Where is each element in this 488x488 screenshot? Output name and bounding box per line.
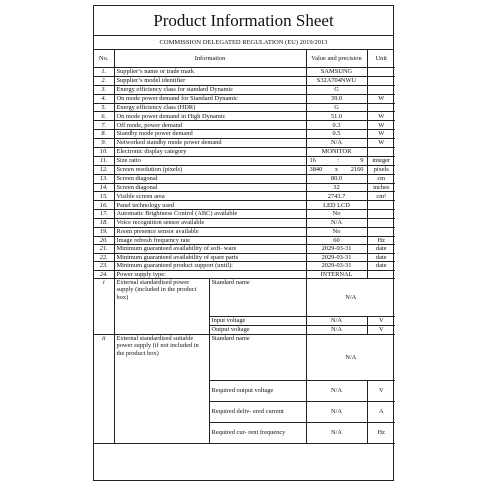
row-unit	[367, 76, 395, 85]
table-row	[94, 253, 395, 261]
ps2-required-delivered-current-unit: A	[367, 401, 395, 422]
ps2-standard-value: N/A	[306, 334, 395, 380]
row-unit: date	[367, 262, 395, 270]
table-row	[94, 192, 395, 201]
row-number: 21.	[94, 245, 114, 253]
row-value: 0.5	[306, 130, 367, 139]
row-value: N/A	[306, 219, 367, 228]
ps2-row	[94, 334, 395, 380]
row-number: 20.	[94, 236, 114, 244]
table-row	[94, 112, 395, 121]
table-row	[94, 228, 395, 237]
ps2-description: External standardised suitable power supply (if not included in the product box)	[114, 334, 209, 443]
table-row	[94, 174, 395, 183]
ps1-input-voltage-value: N/A	[306, 316, 367, 325]
row-information: Automatic Brightness Control (ABC) available	[114, 210, 306, 219]
ps2-required-output-voltage-value: N/A	[306, 380, 367, 401]
row-unit	[367, 210, 395, 219]
row-unit	[367, 85, 395, 94]
table-row	[94, 262, 395, 270]
table-row	[94, 156, 395, 165]
ps2-number: ii	[94, 334, 114, 443]
row-information: Energy efficiency class for standard Dynamic	[114, 85, 306, 94]
row-value	[306, 156, 367, 165]
ps2-required-current-frequency-unit: Hz	[367, 422, 395, 443]
row-information: Supplier’s model identifier	[114, 76, 306, 85]
row-number: 9.	[94, 139, 114, 148]
row-number: 8.	[94, 130, 114, 139]
row-information: Screen resolution (pixels)	[114, 165, 306, 174]
header-no: No.	[94, 50, 114, 68]
row-value: INTERNAL	[306, 270, 367, 278]
ps1-input-voltage-label: Input voltage	[209, 316, 306, 325]
row-unit	[367, 201, 395, 210]
row-value: S32A704NWU	[306, 76, 367, 85]
row-unit	[367, 219, 395, 228]
ps1-standard-value: N/A	[306, 278, 395, 316]
row-value-part: :	[337, 157, 339, 165]
info-table-body	[94, 50, 395, 443]
row-number: 12.	[94, 165, 114, 174]
table-row	[94, 139, 395, 148]
row-value: 2029-03-31	[306, 245, 367, 253]
row-information: Supplier’s name or trade mark	[114, 68, 306, 77]
ps1-number: i	[94, 278, 114, 334]
row-value: 2029-03-31	[306, 253, 367, 261]
row-unit: W	[367, 112, 395, 121]
row-information: Networked standby mode power demand	[114, 139, 306, 148]
ps2-standard-label: Standard name	[209, 334, 306, 380]
header-information: Information	[114, 50, 306, 68]
row-value: No	[306, 228, 367, 237]
row-value: 39.0	[306, 94, 367, 103]
ps1-description: External standardised power supply (included in the product box)	[114, 278, 209, 334]
row-information: Voice recognition sensor available	[114, 219, 306, 228]
row-number: 19.	[94, 228, 114, 237]
row-unit: date	[367, 245, 395, 253]
table-row	[94, 201, 395, 210]
row-value: SAMSUNG	[306, 68, 367, 77]
row-value: 51.0	[306, 112, 367, 121]
row-value: No	[306, 210, 367, 219]
row-unit: integer	[367, 156, 395, 165]
row-information: Minimum guaranteed product support (until):	[114, 262, 306, 270]
row-information: Visible screen area	[114, 192, 306, 201]
ps1-standard-label: Standard name	[209, 278, 306, 316]
table-row	[94, 68, 395, 77]
row-value-part: 16	[309, 157, 316, 165]
row-number: 18.	[94, 219, 114, 228]
row-value-part: 3840	[309, 166, 323, 174]
row-value-parts	[307, 166, 367, 173]
row-value: 2029-03-31	[306, 262, 367, 270]
row-unit: date	[367, 253, 395, 261]
table-row	[94, 103, 395, 112]
row-value-part: 2160	[350, 166, 364, 174]
row-information: Standby mode power demand	[114, 130, 306, 139]
table-row	[94, 236, 395, 244]
row-value: LED LCD	[306, 201, 367, 210]
row-unit: Hz	[367, 236, 395, 244]
header-value: Value and precision	[306, 50, 367, 68]
ps2-required-delivered-current-label: Required deliv- ered current	[209, 401, 306, 422]
row-unit: cm²	[367, 192, 395, 201]
row-unit	[367, 103, 395, 112]
header-unit: Unit	[367, 50, 395, 68]
row-value: MONITOR	[306, 148, 367, 157]
row-information: Screen diagonal	[114, 183, 306, 192]
table-row	[94, 270, 395, 278]
row-number: 10.	[94, 148, 114, 157]
row-number: 17.	[94, 210, 114, 219]
row-information: Panel technology used	[114, 201, 306, 210]
row-number: 5.	[94, 103, 114, 112]
row-number: 15.	[94, 192, 114, 201]
row-unit: W	[367, 94, 395, 103]
ps1-input-voltage-unit: V	[367, 316, 395, 325]
row-number: 2.	[94, 76, 114, 85]
table-row	[94, 183, 395, 192]
ps1-output-voltage-value: N/A	[306, 325, 367, 334]
row-information: Power supply type:	[114, 270, 306, 278]
ps2-required-output-voltage-unit: V	[367, 380, 395, 401]
row-number: 11.	[94, 156, 114, 165]
table-row	[94, 85, 395, 94]
row-value-parts	[307, 157, 367, 164]
row-number: 23.	[94, 262, 114, 270]
info-table	[94, 50, 395, 444]
row-information: Off mode, power demand	[114, 121, 306, 130]
ps2-required-current-frequency-label: Required cur- rent frequency	[209, 422, 306, 443]
table-row	[94, 121, 395, 130]
row-information: Screen diagonal	[114, 174, 306, 183]
row-information: Minimum guaranteed availability of spare parts	[114, 253, 306, 261]
row-information: On mode power demand in High Dynamic	[114, 112, 306, 121]
ps1-row	[94, 278, 395, 316]
table-row	[94, 245, 395, 253]
row-unit	[367, 68, 395, 77]
row-unit	[367, 148, 395, 157]
header-row	[94, 50, 395, 68]
row-number: 13.	[94, 174, 114, 183]
row-unit: W	[367, 130, 395, 139]
row-unit: pixels	[367, 165, 395, 174]
row-information: Electronic display category	[114, 148, 306, 157]
table-row	[94, 130, 395, 139]
row-value: 80.0	[306, 174, 367, 183]
row-number: 6.	[94, 112, 114, 121]
row-unit: W	[367, 121, 395, 130]
row-number: 22.	[94, 253, 114, 261]
row-value: 2743.7	[306, 192, 367, 201]
row-unit: W	[367, 139, 395, 148]
row-value: N/A	[306, 139, 367, 148]
row-information: On mode power demand for Standard Dynamic	[114, 94, 306, 103]
product-information-sheet	[93, 5, 394, 481]
row-value: G	[306, 85, 367, 94]
row-value: G	[306, 103, 367, 112]
row-unit: cm	[367, 174, 395, 183]
ps2-required-delivered-current-value: N/A	[306, 401, 367, 422]
row-number: 24.	[94, 270, 114, 278]
table-row	[94, 94, 395, 103]
row-information: Size ratio	[114, 156, 306, 165]
row-value: 0.3	[306, 121, 367, 130]
table-row	[94, 219, 395, 228]
table-row	[94, 210, 395, 219]
row-value: 60	[306, 236, 367, 244]
row-unit: inches	[367, 183, 395, 192]
row-information: Room presence sensor available	[114, 228, 306, 237]
row-number: 7.	[94, 121, 114, 130]
row-information: Image refresh frequency rate	[114, 236, 306, 244]
ps1-output-voltage-label: Output voltage	[209, 325, 306, 334]
ps2-required-current-frequency-value: N/A	[306, 422, 367, 443]
row-value-part: 9	[360, 157, 364, 165]
row-value	[306, 165, 367, 174]
row-unit	[367, 270, 395, 278]
row-number: 16.	[94, 201, 114, 210]
row-number: 4.	[94, 94, 114, 103]
row-information: Energy efficiency class (HDR)	[114, 103, 306, 112]
ps1-output-voltage-unit: V	[367, 325, 395, 334]
row-number: 1.	[94, 68, 114, 77]
table-row	[94, 76, 395, 85]
table-row	[94, 148, 395, 157]
row-unit	[367, 228, 395, 237]
row-number: 3.	[94, 85, 114, 94]
row-value: 32	[306, 183, 367, 192]
row-information: Minimum guaranteed availability of soft- ware	[114, 245, 306, 253]
row-value-part: x	[334, 166, 339, 174]
sheet-title: Product Information Sheet	[94, 6, 393, 36]
table-row	[94, 165, 395, 174]
row-number: 14.	[94, 183, 114, 192]
ps2-required-output-voltage-label: Required output voltage	[209, 380, 306, 401]
regulation-line: COMMISSION DELEGATED REGULATION (EU) 2019/2013	[94, 36, 393, 50]
